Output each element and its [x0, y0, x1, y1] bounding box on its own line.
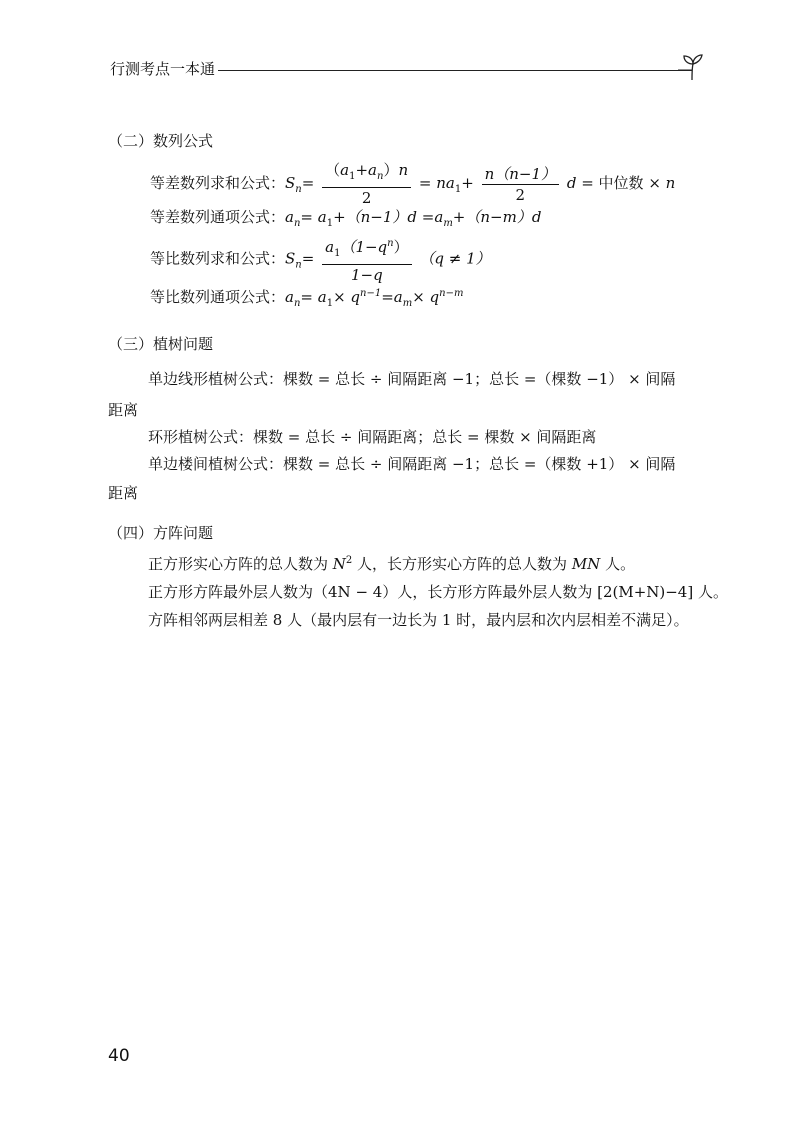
section-title-square: （四）方阵问题 — [108, 524, 214, 542]
section-title-tree: （三）植树问题 — [108, 335, 214, 353]
fraction: $\frac{n(n-1)}{2}$ — [482, 164, 559, 205]
page-number: 40 — [108, 1046, 130, 1066]
running-header — [110, 52, 710, 82]
tree-line2: 环形植树公式：棵数 = 总长 ÷ 间隔距离；总长 = 棵数 × 间隔距离 — [148, 428, 597, 446]
sprout-icon — [678, 52, 708, 82]
section-title-sequence: （二）数列公式 — [108, 132, 214, 150]
book-title: 行测考点一本通 — [110, 60, 216, 78]
arith-sum-formula: 等差数列求和公式：$S_n=$ $\frac{(a_1+a_n)n}{2}$ = $na_1+$ $\frac{n(n-1)}{2}$ d = 中位数 × n — [150, 161, 676, 207]
tree-line1b: 距离 — [108, 401, 139, 419]
tree-line3a: 单边楼间植树公式：棵数 = 总长 ÷ 间隔距离 −1；总长 =（棵数 +1） × 间隔 — [148, 455, 676, 473]
formula-label: 等比数列通项公式： — [150, 288, 286, 306]
fraction: $\frac{(a_1+a_n)n}{2}$ — [322, 160, 411, 208]
square-line1: 正方形实心方阵的总人数为 $N^2$ 人，长方形实心方阵的总人数为 MN 人。 — [148, 555, 636, 573]
formula-label: 等差数列通项公式： — [150, 208, 286, 226]
geo-sum-formula: 等比数列求和公式：$S_n=$ $\frac{a_1(1-q^n)}{1-q}$ （q ≠ 1） — [150, 234, 491, 285]
square-line3: 方阵相邻两层相差 8 人（最内层有一边长为 1 时，最内层和次内层相差不满足）。 — [148, 611, 689, 629]
geo-term-formula: 等比数列通项公式：$a_n= a_1\times q^{n-1}=a_m\times q^{n-m}$ — [150, 288, 464, 309]
header-rule — [218, 70, 692, 71]
arith-term-formula: 等差数列通项公式：$a_n= a_1+(n-1)d =a_m+(n-m)d$ — [150, 208, 542, 229]
formula-label: 等差数列求和公式： — [150, 174, 286, 192]
square-line2: 正方形方阵最外层人数为（4N − 4）人，长方形方阵最外层人数为 [2(M+N)−4] 人。 — [148, 583, 728, 601]
fraction: $\frac{a_1(1-q^n)}{1-q}$ — [322, 234, 412, 285]
tree-line1a: 单边线形植树公式：棵数 = 总长 ÷ 间隔距离 −1；总长 =（棵数 −1） × 间隔 — [148, 370, 676, 388]
formula-label: 等比数列求和公式： — [150, 249, 286, 268]
tree-line3b: 距离 — [108, 484, 139, 502]
